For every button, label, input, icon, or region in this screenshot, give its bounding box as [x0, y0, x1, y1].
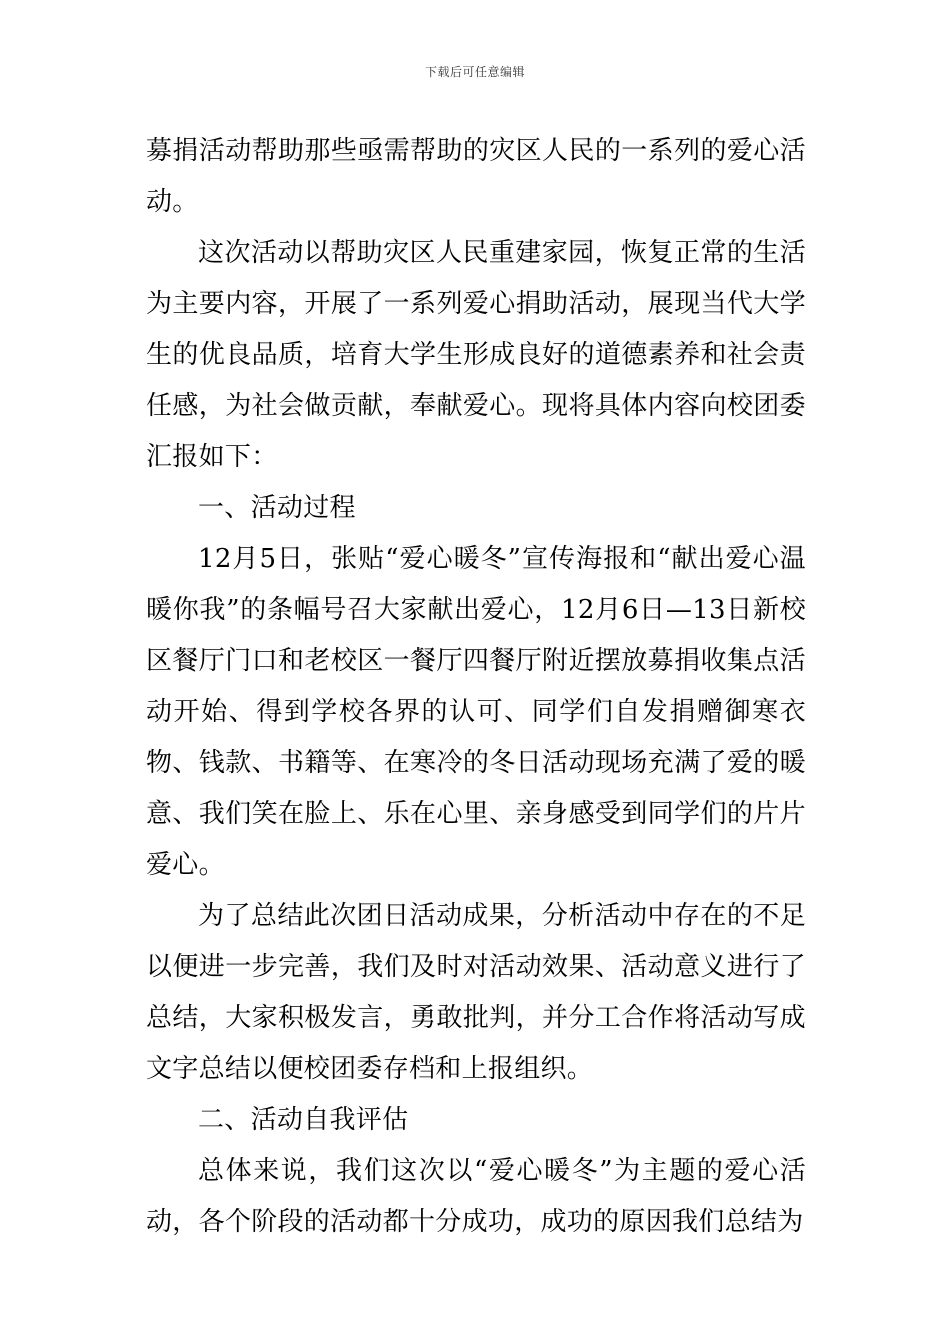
paragraph-summary: 为了总结此次团日活动成果，分析活动中存在的不足以便进一步完善，我们及时对活动效果、活动意义进行了总结，大家积极发言，勇敢批判，并分工合作将活动写成文字总结以便校团委存档和上报组织。: [146, 901, 806, 1084]
paragraph-evaluation: 总体来说，我们这次以“爱心暖冬”为主题的爱心活动，各个阶段的活动都十分成功，成功的原因我们总结为: [146, 1156, 806, 1237]
section-heading-process: 一、活动过程: [198, 493, 356, 523]
paragraph-intro: 这次活动以帮助灾区人民重建家园，恢复正常的生活为主要内容，开展了一系列爱心捐助活动，展现当代大学生的优良品质，培育大学生形成良好的道德素养和社会责任感，为社会做贡献，奉献爱心。现将具体内容向校团委汇报如下：: [146, 238, 806, 472]
page-header: 下载后可任意编辑: [424, 65, 525, 79]
section-heading-evaluation: 二、活动自我评估: [198, 1105, 409, 1135]
document-body: [146, 126, 806, 1248]
paragraph-continuation: 募捐活动帮助那些亟需帮助的灾区人民的一系列的爱心活动。: [146, 136, 806, 217]
paragraph-process: 12月5日，张贴“爱心暖冬”宣传海报和“献出爱心温暖你我”的条幅号召大家献出爱心，12月6日—13日新校区餐厅门口和老校区一餐厅四餐厅附近摆放募捐收集点活动开始、得到学校各界的认可、同学们自发捐赠御寒衣物、钱款、书籍等、在寒冷的冬日活动现场充满了爱的暖意、我们笑在脸上、乐在心里、亲身感受到同学们的片片爱心。: [146, 544, 806, 880]
